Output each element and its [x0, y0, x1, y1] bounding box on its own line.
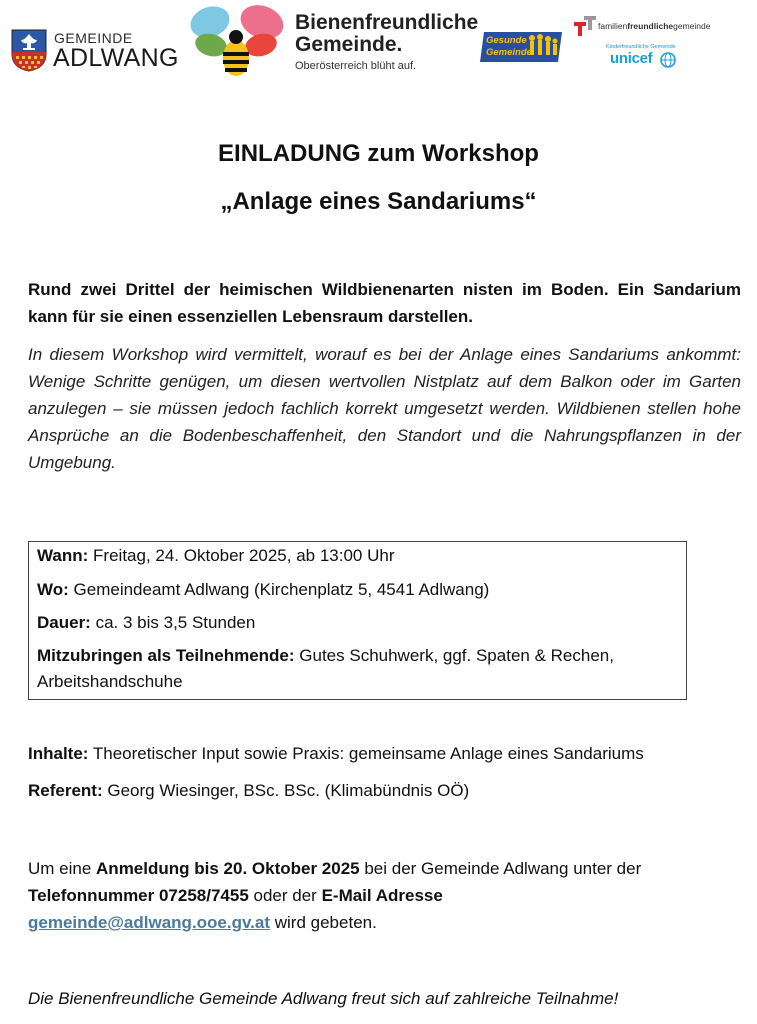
event-info-box — [28, 541, 687, 700]
page-subtitle: „Anlage eines Sandariums“ — [220, 188, 537, 215]
page-title: EINLADUNG zum Workshop — [218, 140, 539, 167]
unicef-big-text: unicef — [610, 50, 653, 67]
info-duration: Dauer: ca. 3 bis 3,5 Stunden — [37, 613, 256, 632]
adlwang-crest-icon — [10, 28, 48, 72]
bee-logo-text — [295, 12, 485, 72]
adlwang-logo-big-text: ADLWANG — [53, 44, 179, 72]
unicef-small-text: Kinderfreundliche Gemeinde — [606, 44, 676, 50]
gesunde-line1: Gesunde — [486, 35, 527, 46]
bee-butterfly-logo-icon — [188, 4, 288, 78]
familie-symbol-icon — [574, 16, 596, 36]
bee-logo-line2: Gemeinde. — [295, 33, 403, 56]
gesunde-gemeinde-logo — [480, 30, 564, 64]
contents-line: Inhalte: Theoretischer Input sowie Praxis: gemeinsame Anlage eines Sandariums — [28, 744, 644, 763]
adlwang-logo-small-text: GEMEINDE — [54, 30, 133, 46]
lead-paragraph: Rund zwei Drittel der heimischen Wildbienenarten nisten im Boden. Ein Sandarium kann für sie einen essenziellen Lebensraum darstellen. — [28, 280, 741, 326]
info-when: Wann: Freitag, 24. Oktober 2025, ab 13:00 Uhr — [37, 546, 395, 565]
familienfreundliche-gemeinde-logo — [574, 16, 724, 36]
closing-line: Die Bienenfreundliche Gemeinde Adlwang freut sich auf zahlreiche Teilnahme! — [28, 989, 619, 1008]
registration-paragraph: Um eine Anmeldung bis 20. Oktober 2025 bei der Gemeinde Adlwang unter der Telefonnummer 07258/7455 oder der E-Mail Adresse gemeinde@adlwang.ooe.gv.at wird gebeten. — [28, 859, 642, 932]
info-where: Wo: Gemeindeamt Adlwang (Kirchenplatz 5, 4541 Adlwang) — [37, 580, 490, 599]
familie-text: familienfreundlichegemeinde — [598, 21, 711, 31]
bee-logo-tagline: Oberösterreich blüht auf. — [295, 60, 417, 72]
gesunde-line2: Gemeinde — [486, 47, 532, 58]
description-paragraph: In diesem Workshop wird vermittelt, worauf es bei der Anlage eines Sandariums ankommt: Wenige Schritte genügen, um diesen wertvollen Nistplatz auf dem Balkon oder im Garten anzulegen – sie müssen jedoch fachlich korrekt umgesetzt werden. Wildbienen stellen hohe Ansprüche an die Bodenbeschaffenheit, den Standort und die Nahrungspflanzen in der Umgebung. — [28, 345, 741, 472]
info-bring: Mitzubringen als Teilnehmende: Gutes Schuhwerk, ggf. Spaten & Rechen, Arbeitshandschuhe — [37, 646, 614, 691]
unicef-globe-icon — [660, 52, 676, 68]
unicef-logo — [606, 44, 716, 74]
speaker-line: Referent: Georg Wiesinger, BSc. BSc. (Klimabündnis OÖ) — [28, 781, 470, 800]
gemeinde-adlwang-logo — [10, 24, 179, 78]
bee-logo-line1: Bienenfreundliche — [295, 11, 479, 34]
email-link[interactable]: gemeinde@adlwang.ooe.gv.at — [28, 913, 271, 932]
